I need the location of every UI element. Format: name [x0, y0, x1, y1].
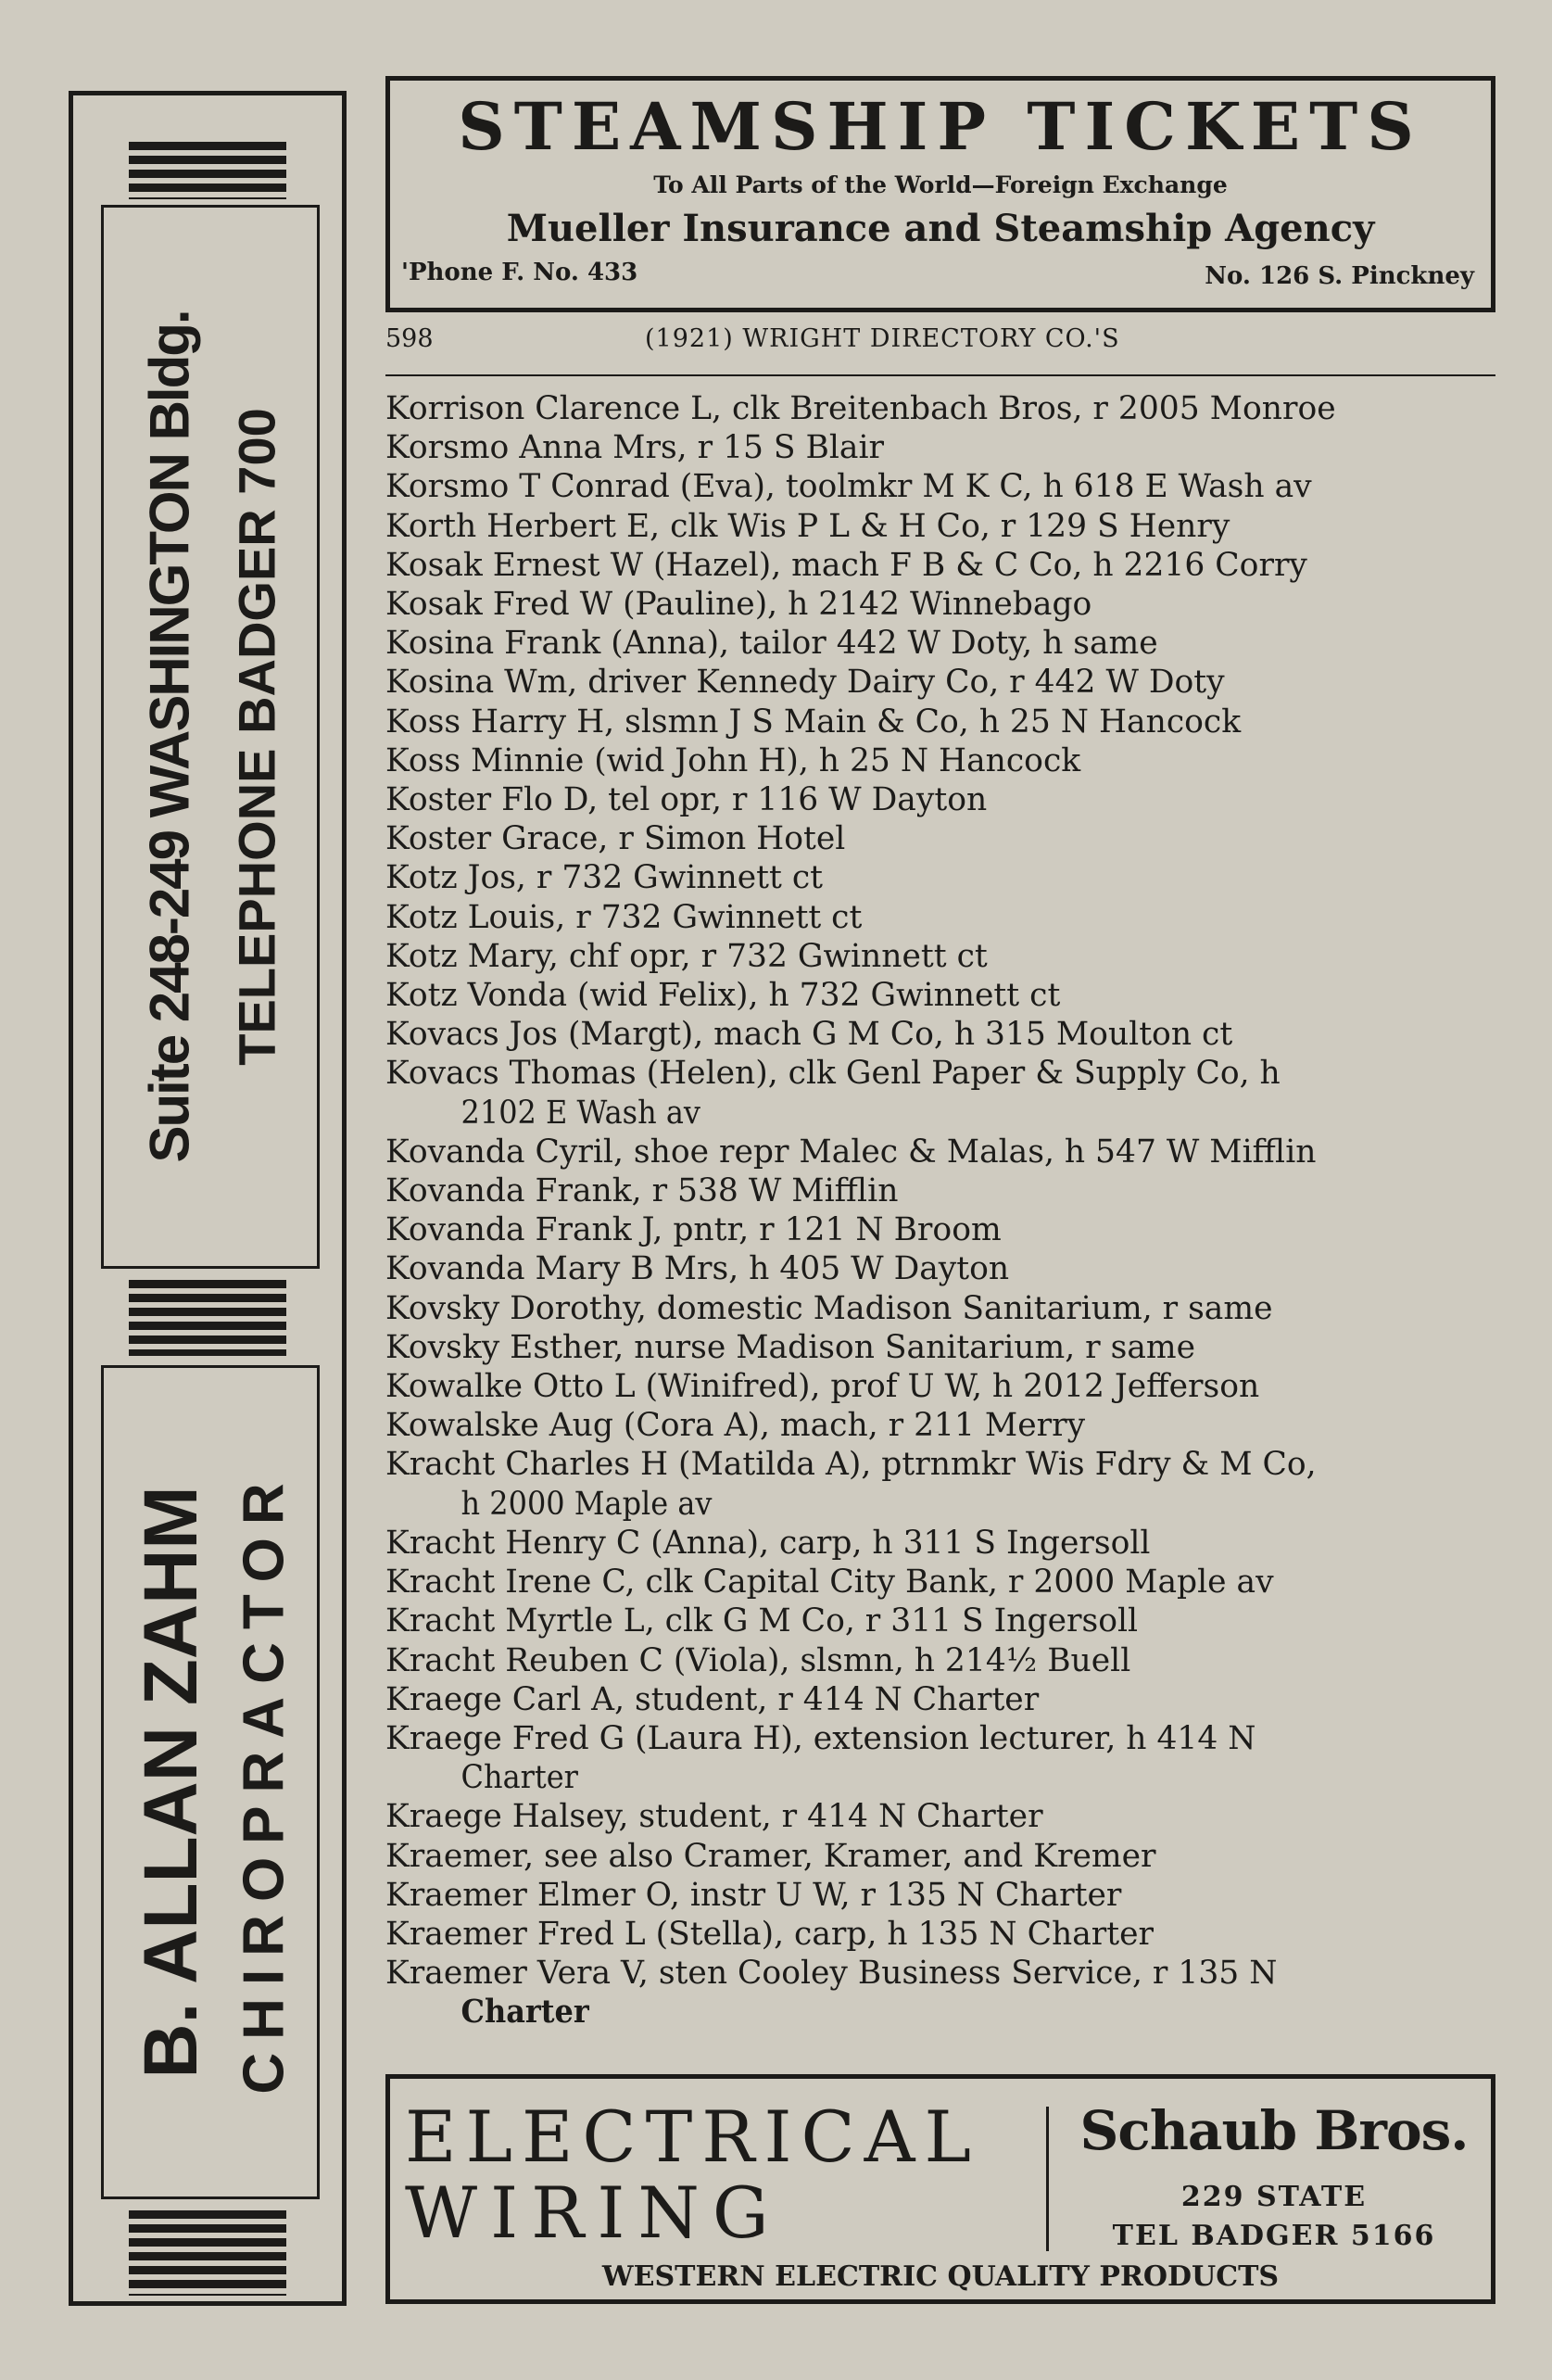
- side-ad-address-box: [101, 205, 320, 1269]
- directory-entry: [385, 819, 1495, 858]
- decorative-bars: [129, 1280, 286, 1356]
- directory-entry: [385, 1524, 1495, 1563]
- entry-text: Kotz Mary, chf opr, r 732 Gwinnett ct: [385, 937, 988, 975]
- entry-text: Kracht Charles H (Matilda A), ptrnmkr Wis Fdry & M Co,: [385, 1446, 1317, 1484]
- directory-entry: [385, 1954, 1495, 2032]
- agency-address: No. 126 S. Pinckney: [1205, 262, 1474, 290]
- directory-entry: [385, 624, 1495, 663]
- ad-footer: WESTERN ELECTRIC QUALITY PRODUCTS: [601, 2260, 1280, 2293]
- directory-entry: [385, 780, 1495, 819]
- entry-text: Kotz Louis, r 732 Gwinnett ct: [385, 898, 863, 936]
- entry-text: Kovacs Jos (Margt), mach G M Co, h 315 Moulton ct: [385, 1016, 1233, 1054]
- company-phone: TEL BADGER 5166: [1112, 2220, 1436, 2252]
- directory-entry: [385, 428, 1495, 467]
- entry-text: Kosak Ernest W (Hazel), mach F B & C Co, h 2216 Corry: [385, 546, 1307, 584]
- entry-text: Kracht Reuben C (Viola), slsmn, h 214½ Buell: [385, 1641, 1131, 1679]
- ad-divider: [1046, 2107, 1049, 2251]
- directory-entry: [385, 1210, 1495, 1249]
- directory-entry: [385, 1601, 1495, 1640]
- directory-entry: [385, 1876, 1495, 1915]
- company-name: Schaub Bros.: [1079, 2099, 1469, 2162]
- directory-entry: [385, 1719, 1495, 1797]
- side-ad-suite-line: Suite 248-249 WASHINGTON Bldg.: [138, 310, 201, 1163]
- directory-entry: [385, 389, 1495, 428]
- steamship-subline: To All Parts of the World—Foreign Exchange: [653, 171, 1228, 198]
- company-address: 229 STATE: [1180, 2181, 1368, 2213]
- entry-text: Kraemer, see also Cramer, Kramer, and Kremer: [385, 1837, 1156, 1875]
- decorative-bars: [129, 2210, 286, 2296]
- entry-text: Kraege Halsey, student, r 414 N Charter: [385, 1798, 1043, 1836]
- directory-entry: [385, 1445, 1495, 1523]
- entry-text: Kraemer Fred L (Stella), carp, h 135 N Charter: [385, 1915, 1155, 1953]
- entry-continuation: h 2000 Maple av: [461, 1485, 713, 1523]
- entry-text: Kosina Frank (Anna), tailor 442 W Doty, h same: [385, 625, 1158, 663]
- entry-text: Kotz Vonda (wid Felix), h 732 Gwinnett ct: [385, 977, 1061, 1015]
- entry-text: Kovanda Frank, r 538 W Mifflin: [385, 1172, 899, 1210]
- side-ad-telephone-line: TELEPHONE BADGER 700: [227, 408, 286, 1066]
- directory-entry: [385, 546, 1495, 585]
- entry-continuation: Charter: [461, 1994, 589, 2032]
- side-ad-name-box: [101, 1365, 320, 2199]
- directory-entry: [385, 467, 1495, 506]
- page-header: [385, 324, 1495, 361]
- entry-text: Koster Grace, r Simon Hotel: [385, 820, 846, 858]
- directory-entry: [385, 1249, 1495, 1288]
- decorative-bars: [129, 142, 286, 199]
- entry-text: Kosina Wm, driver Kennedy Dairy Co, r 442 W Doty: [385, 664, 1225, 702]
- entry-text: Koster Flo D, tel opr, r 116 W Dayton: [385, 781, 988, 819]
- side-ad-name: B. ALLAN ZAHM: [129, 1486, 213, 2079]
- directory-entry: [385, 741, 1495, 780]
- entry-text: Kracht Irene C, clk Capital City Bank, r 2000 Maple av: [385, 1563, 1274, 1601]
- directory-entry: [385, 1641, 1495, 1680]
- entry-text: Kovanda Mary B Mrs, h 405 W Dayton: [385, 1250, 1010, 1288]
- directory-entry: [385, 585, 1495, 624]
- entry-continuation: 2102 E Wash av: [461, 1094, 700, 1132]
- entry-text: Koss Minnie (wid John H), h 25 N Hancock: [385, 741, 1081, 779]
- directory-entry: [385, 1367, 1495, 1406]
- entry-text: Kracht Henry C (Anna), carp, h 311 S Ingersoll: [385, 1524, 1151, 1562]
- directory-entry: [385, 1289, 1495, 1328]
- entry-continuation: Charter: [461, 1759, 578, 1797]
- agency-name: Mueller Insurance and Steamship Agency: [506, 207, 1375, 250]
- entry-text: Kovsky Esther, nurse Madison Sanitarium, r same: [385, 1328, 1196, 1366]
- directory-entry: [385, 507, 1495, 546]
- directory-entry: [385, 1680, 1495, 1719]
- entry-text: Korrison Clarence L, clk Breitenbach Bros, r 2005 Monroe: [385, 390, 1336, 427]
- entry-text: Koss Harry H, slsmn J S Main & Co, h 25 N Hancock: [385, 703, 1242, 741]
- directory-entry: [385, 937, 1495, 976]
- electrical-headline: ELECTRICAL: [405, 2095, 981, 2178]
- agency-phone: 'Phone F. No. 433: [401, 259, 638, 286]
- entry-text: Kosak Fred W (Pauline), h 2142 Winnebago: [385, 586, 1092, 624]
- entry-text: Korsmo T Conrad (Eva), toolmkr M K C, h 618 E Wash av: [385, 468, 1312, 506]
- directory-entry: [385, 1171, 1495, 1210]
- directory-entry: [385, 1328, 1495, 1367]
- entry-text: Kraege Carl A, student, r 414 N Charter: [385, 1680, 1040, 1718]
- directory-entry: [385, 663, 1495, 702]
- header-rule: [385, 374, 1495, 376]
- entry-text: Kraege Fred G (Laura H), extension lecturer, h 414 N: [385, 1719, 1256, 1757]
- entry-text: Kowalke Otto L (Winifred), prof U W, h 2012 Jefferson: [385, 1368, 1260, 1406]
- directory-entry: [385, 976, 1495, 1015]
- entry-text: Kovanda Cyril, shoe repr Malec & Malas, h 547 W Mifflin: [385, 1133, 1317, 1171]
- page-number: 598: [385, 324, 434, 353]
- directory-entry: [385, 1563, 1495, 1601]
- steamship-headline: STEAMSHIP TICKETS: [458, 88, 1423, 165]
- directory-entry: [385, 1797, 1495, 1836]
- directory-entry: [385, 1015, 1495, 1054]
- entry-text: Kraemer Elmer O, instr U W, r 135 N Charter: [385, 1876, 1122, 1914]
- entry-text: Kraemer Vera V, sten Cooley Business Service, r 135 N: [385, 1955, 1278, 1993]
- entry-text: Korsmo Anna Mrs, r 15 S Blair: [385, 429, 885, 467]
- bottom-advertisement: [385, 2074, 1495, 2304]
- directory-entry: [385, 1406, 1495, 1445]
- directory-entry: [385, 1837, 1495, 1876]
- entry-text: Kotz Jos, r 732 Gwinnett ct: [385, 859, 823, 897]
- entry-text: Kovacs Thomas (Helen), clk Genl Paper & Supply Co, h: [385, 1055, 1281, 1093]
- directory-title: (1921) WRIGHT DIRECTORY CO.'S: [645, 324, 1120, 353]
- entry-text: Korth Herbert E, clk Wis P L & H Co, r 129 S Henry: [385, 507, 1230, 545]
- entry-text: Kracht Myrtle L, clk G M Co, r 311 S Ingersoll: [385, 1602, 1139, 1640]
- entry-text: Kovanda Frank J, pntr, r 121 N Broom: [385, 1211, 1002, 1249]
- directory-entry: [385, 858, 1495, 897]
- entry-text: Kowalske Aug (Cora A), mach, r 211 Merry: [385, 1407, 1086, 1445]
- directory-entry: [385, 898, 1495, 937]
- directory-entry: [385, 1915, 1495, 1954]
- side-ad-profession: CHIROPRACTOR: [232, 1470, 297, 2095]
- directory-entry: [385, 1054, 1495, 1132]
- wiring-headline: WIRING: [405, 2171, 782, 2254]
- directory-entry: [385, 1133, 1495, 1171]
- directory-entries: [385, 389, 1495, 2032]
- top-advertisement: [385, 76, 1495, 312]
- directory-entry: [385, 703, 1495, 741]
- entry-text: Kovsky Dorothy, domestic Madison Sanitarium, r same: [385, 1289, 1273, 1327]
- side-advertisement: [69, 91, 347, 2306]
